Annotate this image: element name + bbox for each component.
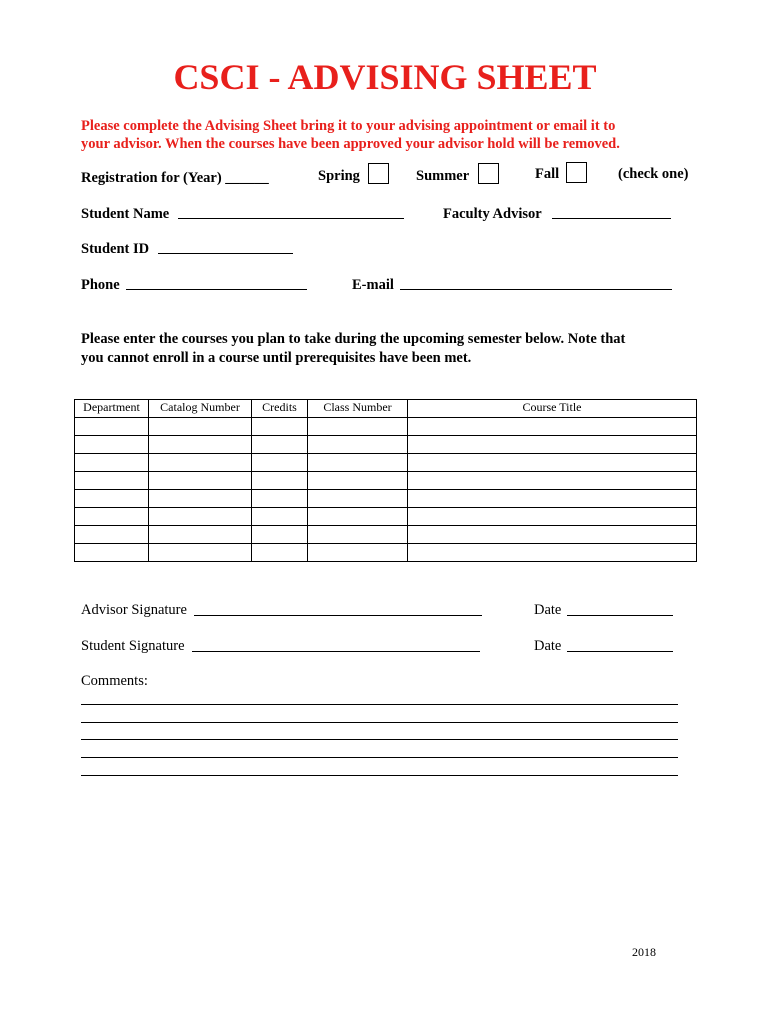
cell-catalog-number[interactable]: [149, 544, 252, 562]
table-row: [75, 526, 697, 544]
cell-credits[interactable]: [252, 454, 308, 472]
cell-credits[interactable]: [252, 418, 308, 436]
fall-label: Fall: [535, 166, 560, 182]
header-class-number: Class Number: [308, 400, 408, 418]
instructions: [81, 117, 620, 153]
advisor-date-field[interactable]: [567, 615, 673, 616]
header-course-title: Course Title: [408, 400, 697, 418]
email-label: E-mail: [352, 277, 394, 293]
cell-class-number[interactable]: [308, 436, 408, 454]
student-signature-field[interactable]: [192, 651, 480, 652]
cell-credits[interactable]: [252, 436, 308, 454]
table-row: [75, 544, 697, 562]
table-row: [75, 472, 697, 490]
courses-table: [74, 399, 697, 562]
student-name-field[interactable]: [178, 218, 404, 219]
instructions-line-1: Please complete the Advising Sheet bring it to your advising appointment or email it to: [81, 118, 616, 134]
comments-line-1[interactable]: [81, 704, 678, 705]
table-row: [75, 490, 697, 508]
cell-course-title[interactable]: [408, 526, 697, 544]
cell-department[interactable]: [75, 490, 149, 508]
cell-catalog-number[interactable]: [149, 508, 252, 526]
cell-credits[interactable]: [252, 490, 308, 508]
faculty-advisor-label: Faculty Advisor: [443, 206, 542, 222]
cell-department[interactable]: [75, 508, 149, 526]
cell-class-number[interactable]: [308, 472, 408, 490]
student-date-label: Date: [534, 638, 562, 654]
student-name-label: Student Name: [81, 206, 170, 222]
cell-course-title[interactable]: [408, 508, 697, 526]
cell-catalog-number[interactable]: [149, 490, 252, 508]
courses-note-line-2: you cannot enroll in a course until prerequisites have been met.: [81, 350, 472, 366]
cell-department[interactable]: [75, 472, 149, 490]
cell-course-title[interactable]: [408, 472, 697, 490]
cell-department[interactable]: [75, 526, 149, 544]
student-id-label: Student ID: [81, 241, 150, 257]
table-row: [75, 418, 697, 436]
phone-field[interactable]: [126, 289, 307, 290]
header-department: Department: [75, 400, 149, 418]
footer-year: 2018: [632, 945, 656, 959]
check-one-note: (check one): [618, 166, 689, 182]
page-title: CSCI - ADVISING SHEET: [173, 57, 597, 97]
comments-line-5[interactable]: [81, 775, 678, 776]
phone-label: Phone: [81, 277, 120, 293]
table-row: [75, 508, 697, 526]
cell-credits[interactable]: [252, 508, 308, 526]
advisor-signature-label: Advisor Signature: [81, 602, 187, 618]
table-header-row: [75, 400, 697, 418]
cell-catalog-number[interactable]: [149, 454, 252, 472]
cell-course-title[interactable]: [408, 454, 697, 472]
advisor-date-label: Date: [534, 602, 562, 618]
cell-department[interactable]: [75, 544, 149, 562]
summer-label: Summer: [416, 168, 470, 184]
cell-credits[interactable]: [252, 544, 308, 562]
summer-checkbox[interactable]: [478, 163, 499, 184]
cell-credits[interactable]: [252, 472, 308, 490]
comments-label: Comments:: [81, 673, 148, 689]
cell-class-number[interactable]: [308, 418, 408, 436]
advisor-signature-field[interactable]: [194, 615, 482, 616]
comments-line-3[interactable]: [81, 739, 678, 740]
cell-department[interactable]: [75, 436, 149, 454]
cell-course-title[interactable]: [408, 490, 697, 508]
cell-class-number[interactable]: [308, 490, 408, 508]
header-catalog-number: Catalog Number: [149, 400, 252, 418]
cell-catalog-number[interactable]: [149, 472, 252, 490]
table-row: [75, 454, 697, 472]
cell-class-number[interactable]: [308, 454, 408, 472]
cell-catalog-number[interactable]: [149, 436, 252, 454]
student-signature-label: Student Signature: [81, 638, 185, 654]
cell-class-number[interactable]: [308, 544, 408, 562]
spring-checkbox[interactable]: [368, 163, 389, 184]
faculty-advisor-field[interactable]: [552, 218, 671, 219]
comments-line-2[interactable]: [81, 722, 678, 723]
student-id-field[interactable]: [158, 253, 293, 254]
cell-course-title[interactable]: [408, 544, 697, 562]
table-row: [75, 436, 697, 454]
cell-department[interactable]: [75, 454, 149, 472]
courses-note-line-1: Please enter the courses you plan to take during the upcoming semester below. Note that: [81, 331, 626, 347]
cell-catalog-number[interactable]: [149, 418, 252, 436]
registration-year-label: Registration for (Year) ______: [81, 170, 269, 186]
comments-line-4[interactable]: [81, 757, 678, 758]
spring-label: Spring: [318, 168, 360, 184]
cell-credits[interactable]: [252, 526, 308, 544]
header-credits: Credits: [252, 400, 308, 418]
cell-course-title[interactable]: [408, 436, 697, 454]
cell-class-number[interactable]: [308, 508, 408, 526]
fall-checkbox[interactable]: [566, 162, 587, 183]
cell-course-title[interactable]: [408, 418, 697, 436]
cell-class-number[interactable]: [308, 526, 408, 544]
cell-department[interactable]: [75, 418, 149, 436]
instructions-line-2: your advisor. When the courses have been approved your advisor hold will be removed.: [81, 136, 620, 152]
cell-catalog-number[interactable]: [149, 526, 252, 544]
courses-note: [81, 330, 625, 368]
student-date-field[interactable]: [567, 651, 673, 652]
email-field[interactable]: [400, 289, 672, 290]
